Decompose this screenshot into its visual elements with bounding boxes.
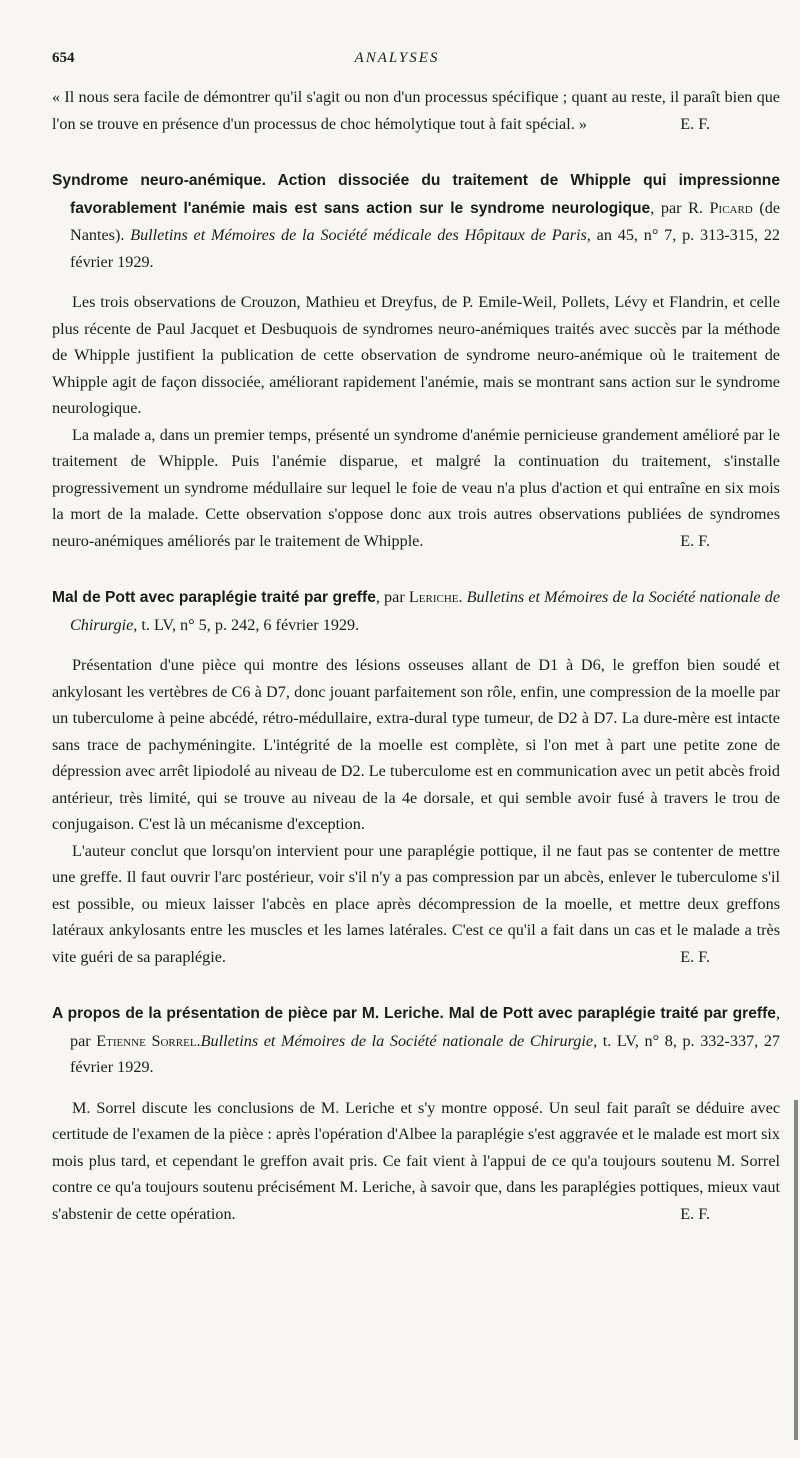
running-title: ANALYSES	[354, 50, 440, 66]
page-content	[52, 84, 780, 1227]
article-paragraph-text: M. Sorrel discute les conclusions de M. Leriche et s'y montre opposé. Un seul fait paraît se déduire avec certitude de l'examen de la pièce : après l'opération d'Albee la paraplégie s'est aggravée et le malade est mort six mois plus tard, et cependant le greffon avait pris. Ce fait vient à l'appui de ce qu'a toujours soutenu M. Sorrel contre ce qu'a toujours soutenu précisément M. Leriche, à savoir que, dans les paraplégies pottiques, mieux vaut s'abstenir de cette opération.	[52, 1098, 780, 1223]
signature: E. F.	[680, 1204, 710, 1223]
article-paragraph: Les trois observations de Crouzon, Mathieu et Dreyfus, de P. Emile-Weil, Pollets, Lévy et Flandrin, et celle plus récente de Paul Jacquet et Desbuquois de syndromes neuro-anémiques traités avec succès par la méthode de Whipple justifient la publication de cette observation de syndrome neuro-anémique où le traitement de Whipple agit de façon dissociée, améliorant rapidement l'anémie, mais se montrant sans action sur le syndrome neurologique.	[52, 293, 780, 417]
article-title: Syndrome neuro-anémique. Action dissociée du traitement de Whipple qui impressionne favorablement l'anémie mais est sans action sur le syndrome neurologique	[52, 172, 780, 217]
article-paragraph-text: L'auteur conclut que lorsqu'on intervient pour une paraplégie pottique, il ne faut pas se contenter de mettre une greffe. Il faut ouvrir l'arc postérieur, voir s'il n'y a pas compression par un abcès, enlever le tuberculome s'il est possible, ou mieux laisser l'abcès en place après décompression de la moelle, et mettre deux greffons latéraux ankylosants entre les muscles et les lames latérales. C'est ce qu'il a fait dans un cas et le malade a très vite guéri de sa paraplégie.	[52, 841, 780, 966]
article-title: A propos de la présentation de pièce par M. Leriche. Mal de Pott avec paraplégie traité par greffe	[52, 1005, 776, 1022]
article-paragraph-text: La malade a, dans un premier temps, présenté un syndrome d'anémie pernicieuse grandement amélioré par le traitement de Whipple. Puis l'anémie disparue, et malgré la continuation du traitement, s'installe progressivement un syndrome médullaire sur lequel le foie de veau n'a plus d'action et qui entraîne en six mois la mort de la malade. Cette observation s'oppose donc aux trois autres observations publiées de syndromes neuro-anémiques améliorés par le traitement de Whipple.	[52, 425, 780, 550]
article-journal: Bulletins et Mémoires de la Société nationale de Chirurgie,	[70, 588, 781, 634]
running-header	[52, 50, 742, 72]
page-edge-shadow	[794, 1100, 798, 1440]
article-journal: Bulletins et Mémoires de la Société médicale des Hôpitaux de Paris,	[130, 226, 591, 244]
article-details: an 45, n° 7, p. 313-315, 22 février 1929.	[70, 226, 781, 271]
article-title: Mal de Pott avec paraplégie traité par greffe	[52, 589, 376, 606]
article-author: Leriche.	[408, 588, 463, 606]
author-note: (de Nantes).	[70, 198, 781, 244]
intro-text: « Il nous sera facile de démontrer qu'il s'agit ou non d'un processus spécifique ; quant au reste, il paraît bien que l'on se trouve en présence d'un processus de choc hémolytique tout à fait spécial. »	[52, 88, 780, 133]
article-heading	[52, 1000, 780, 1081]
article-paragraph: Présentation d'une pièce qui montre des lésions osseuses allant de D1 à D6, le greffon bien soudé et ankylosant les vertèbres de C6 à D7, donc jouant parfaitement son rôle, enfin, une compression de la moelle par un tuberculome à peine abcédé, rétro-médullaire, extra-dural type tumeur, de D2 à D7. La dure-mère est intacte sans trace de pachyméningite. L'intégrité de la moelle est complète, si l'on met à part une petite zone de dépression avec arrêt lipiodolé au niveau de D2. Le tuberculome est en communication avec un petit abcès froid antérieur, très limité, qui se trouve au niveau de la 4e dorsale, et qui semble avoir fusé à travers le trou de conjugaison. C'est là un mécanisme d'exception.	[52, 656, 780, 833]
article-author: R. Picard	[688, 198, 753, 217]
article-pott-disease-graft	[52, 584, 780, 970]
article-heading	[52, 584, 780, 638]
signature: E. F.	[680, 531, 710, 550]
article-journal: Bulletins et Mémoires de la Société nationale de Chirurgie,	[200, 1031, 598, 1050]
article-leriche-discussion	[52, 1000, 780, 1227]
intro-paragraph	[52, 84, 780, 137]
byline-connector: , par	[650, 198, 689, 217]
article-paragraph	[52, 1095, 780, 1228]
article-paragraph	[52, 838, 780, 971]
signature: E. F.	[680, 947, 710, 966]
page-number: 654	[52, 50, 75, 66]
article-details: t. LV, n° 8, p. 332-337, 27 février 1929.	[70, 1031, 781, 1076]
article-author: Etienne Sorrel.	[96, 1031, 201, 1050]
byline-connector: , par	[70, 1004, 780, 1050]
article-paragraph	[52, 422, 780, 555]
article-heading	[52, 167, 780, 275]
signature: E. F.	[680, 114, 710, 133]
article-details: t. LV, n° 5, p. 242, 6 février 1929.	[137, 615, 360, 634]
article-neuro-anemic-syndrome	[52, 167, 780, 554]
byline-connector: , par	[375, 588, 409, 606]
